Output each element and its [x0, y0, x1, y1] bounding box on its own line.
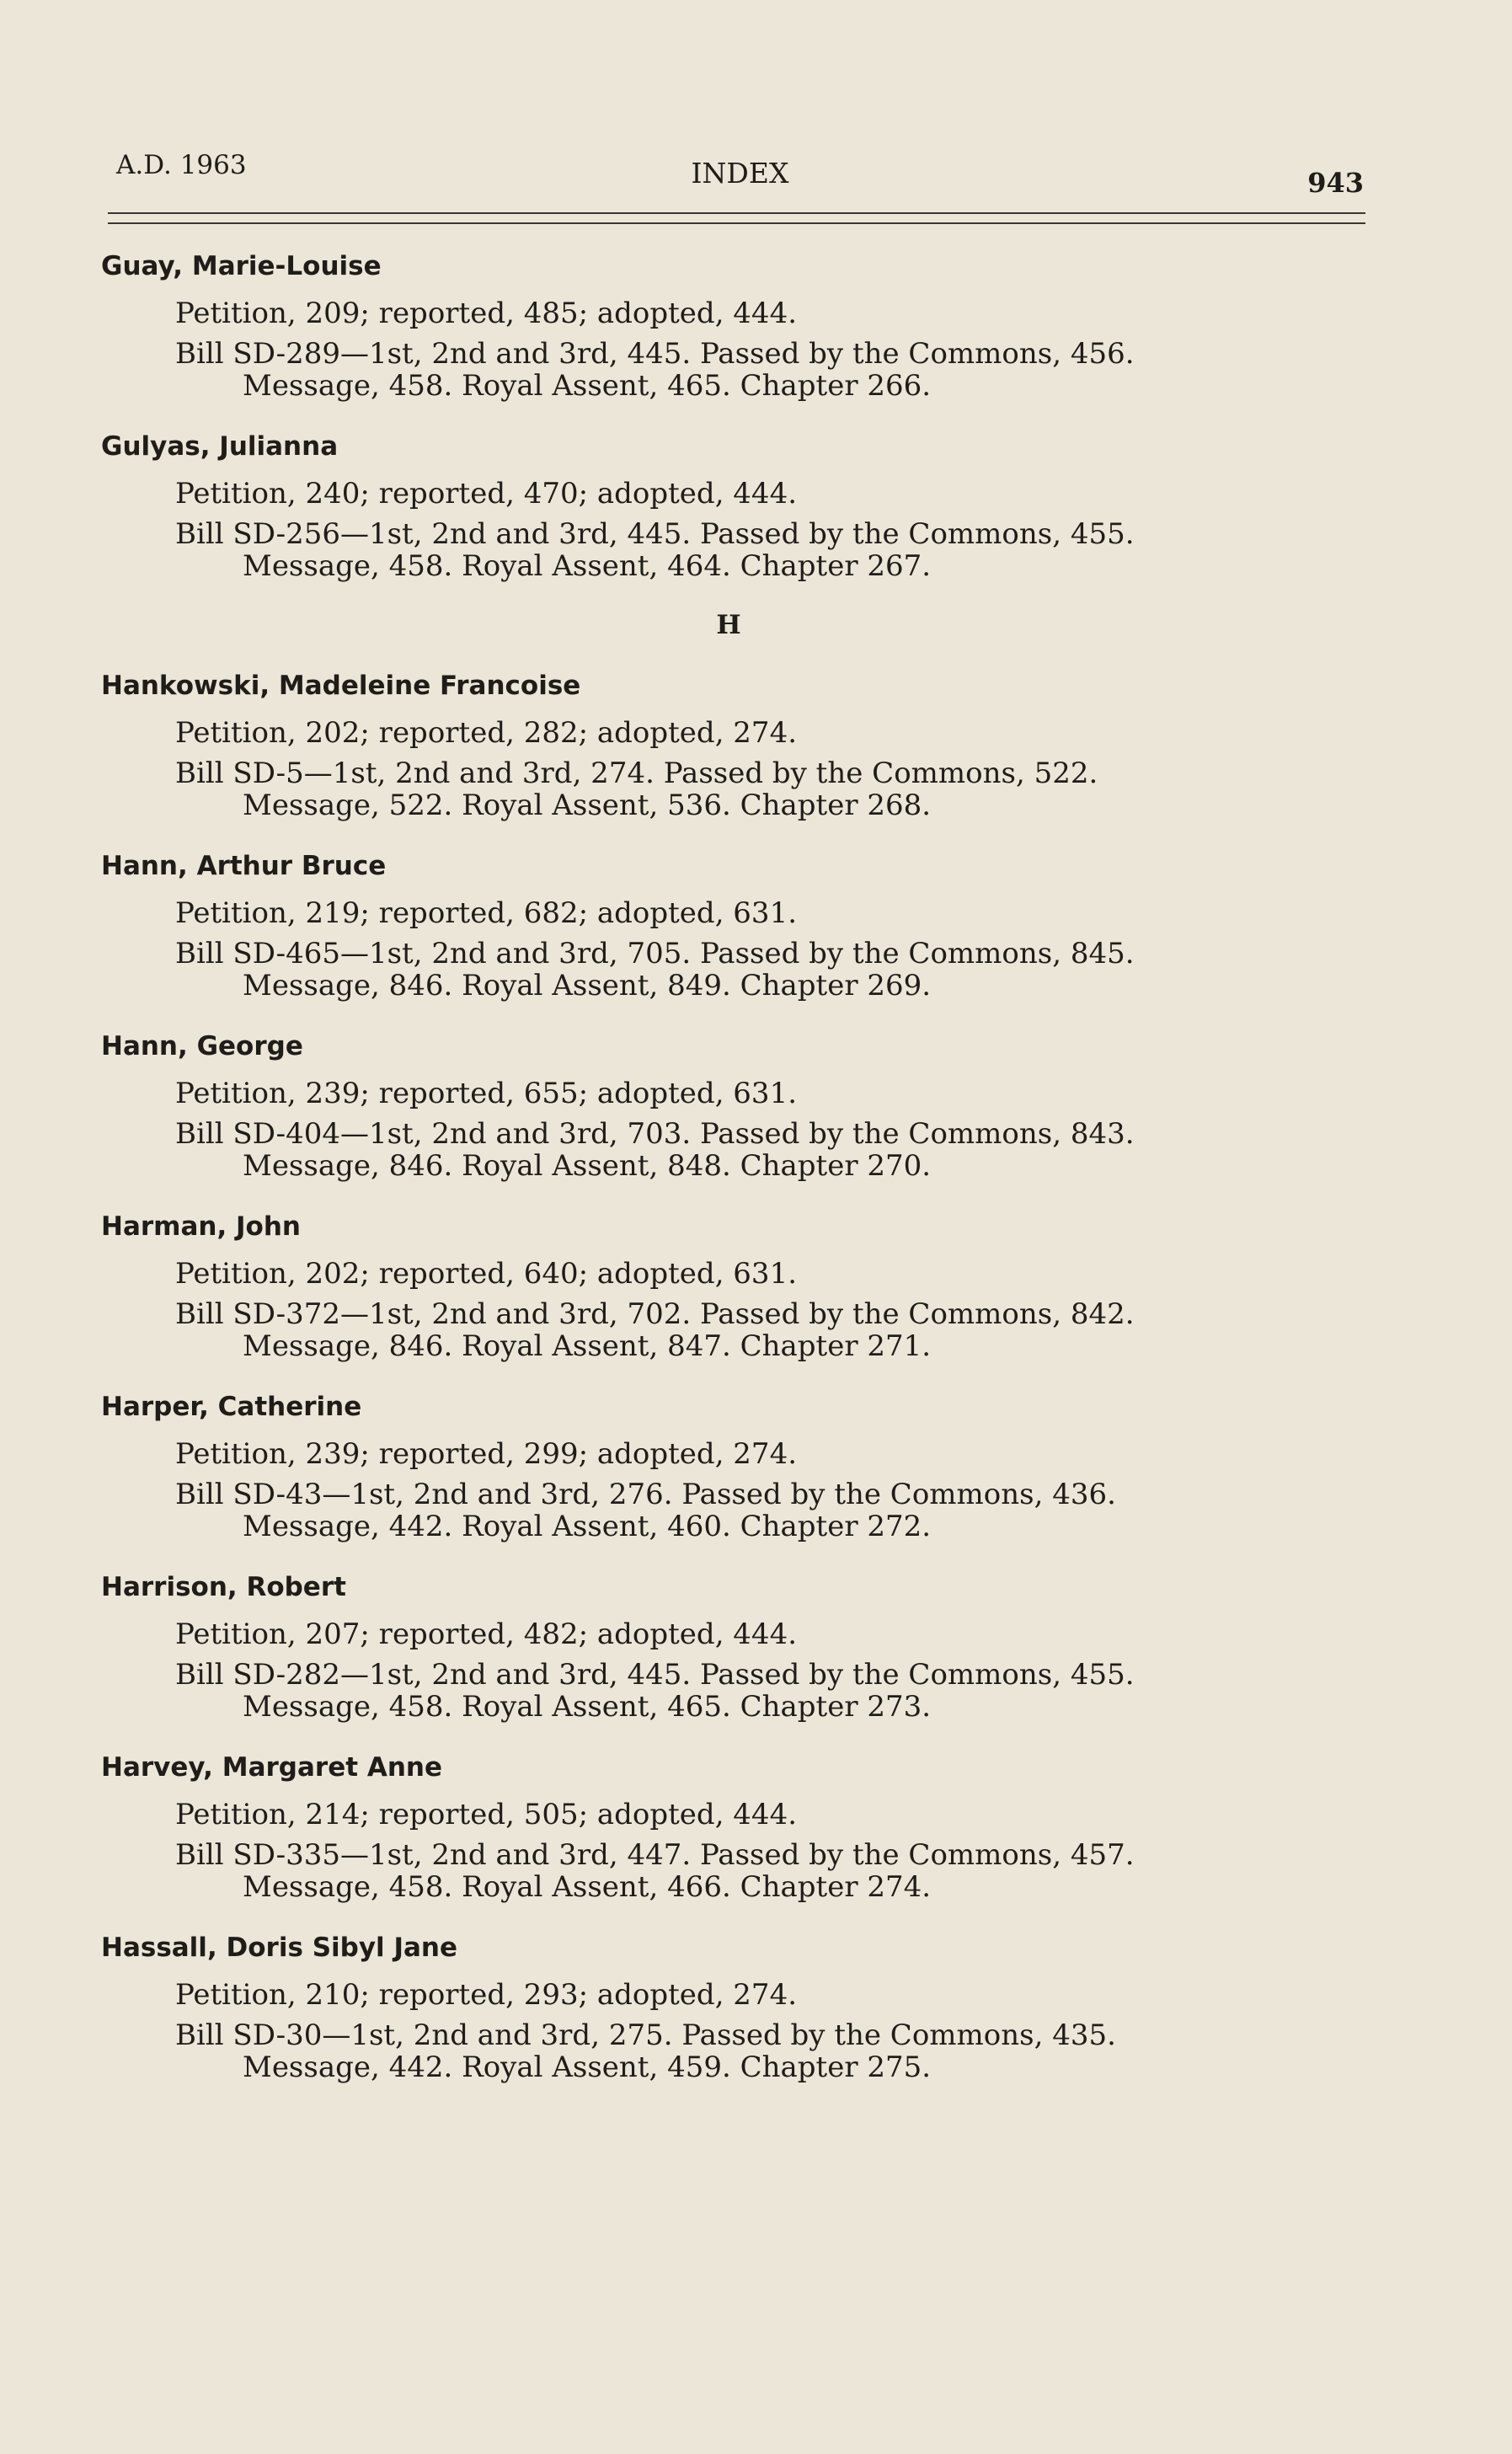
entry-name: Gulyas, Julianna: [101, 431, 339, 462]
entry-message: Message, 442. Royal Assent, 459. Chapter 275.: [243, 2050, 932, 2084]
entry-message: Message, 846. Royal Assent, 847. Chapter 271.: [243, 1329, 932, 1363]
entry-name: Hann, Arthur Bruce: [101, 851, 387, 881]
entry-petition: Petition, 214; reported, 505; adopted, 444.: [175, 1798, 798, 1831]
header-title: INDEX: [691, 157, 789, 190]
entry-message: Message, 442. Royal Assent, 460. Chapter 272.: [243, 1510, 932, 1543]
entry-bill: Bill SD-372—1st, 2nd and 3rd, 702. Passed by the Commons, 842.: [175, 1297, 1135, 1331]
entry-petition: Petition, 210; reported, 293; adopted, 274.: [175, 1978, 798, 2012]
index-entry: [101, 849, 1322, 1004]
entry-name: Harrison, Robert: [101, 1572, 346, 1602]
section-letter: H: [716, 610, 741, 640]
entry-name: Hann, George: [101, 1031, 303, 1061]
entry-petition: Petition, 209; reported, 485; adopted, 444.: [175, 297, 798, 330]
entry-bill: Bill SD-43—1st, 2nd and 3rd, 276. Passed by the Commons, 436.: [175, 1478, 1116, 1511]
entry-petition: Petition, 202; reported, 640; adopted, 631.: [175, 1257, 798, 1291]
header-rule-top: [108, 212, 1365, 214]
entry-petition: Petition, 202; reported, 282; adopted, 274.: [175, 716, 798, 750]
entry-name: Hankowski, Madeleine Francoise: [101, 671, 581, 701]
entry-message: Message, 846. Royal Assent, 848. Chapter 270.: [243, 1149, 932, 1183]
index-entry: [101, 1029, 1322, 1184]
entry-bill: Bill SD-282—1st, 2nd and 3rd, 445. Passed by the Commons, 455.: [175, 1658, 1135, 1692]
entry-name: Harman, John: [101, 1211, 301, 1242]
index-entry: [101, 249, 1322, 404]
index-entry: [101, 430, 1322, 585]
index-entry: [101, 1210, 1322, 1365]
index-entry: [101, 1931, 1322, 2086]
entry-petition: Petition, 240; reported, 470; adopted, 444.: [175, 477, 798, 511]
page-number: 943: [1307, 167, 1364, 199]
entry-message: Message, 846. Royal Assent, 849. Chapter 269.: [243, 969, 932, 1002]
index-entry: [101, 1390, 1322, 1545]
entry-bill: Bill SD-335—1st, 2nd and 3rd, 447. Passed by the Commons, 457.: [175, 1838, 1135, 1872]
index-entry: [101, 1751, 1322, 1906]
page-header: [116, 148, 1364, 199]
index-entries: [101, 249, 1322, 2111]
entry-name: Harvey, Margaret Anne: [101, 1752, 442, 1783]
entry-bill: Bill SD-30—1st, 2nd and 3rd, 275. Passed by the Commons, 435.: [175, 2018, 1116, 2052]
index-entry: [101, 669, 1322, 824]
entry-name: Hassall, Doris Sibyl Jane: [101, 1933, 458, 1963]
entry-bill: Bill SD-465—1st, 2nd and 3rd, 705. Passed by the Commons, 845.: [175, 937, 1135, 970]
header-year: A.D. 1963: [116, 150, 247, 180]
entry-petition: Petition, 207; reported, 482; adopted, 444.: [175, 1617, 798, 1651]
entry-bill: Bill SD-289—1st, 2nd and 3rd, 445. Passed by the Commons, 456.: [175, 337, 1135, 371]
index-entry: [101, 1570, 1322, 1725]
entry-message: Message, 522. Royal Assent, 536. Chapter 268.: [243, 789, 932, 822]
entry-petition: Petition, 219; reported, 682; adopted, 631.: [175, 896, 798, 930]
entry-petition: Petition, 239; reported, 299; adopted, 274.: [175, 1437, 798, 1471]
entry-bill: Bill SD-404—1st, 2nd and 3rd, 703. Passed by the Commons, 843.: [175, 1117, 1135, 1151]
entry-bill: Bill SD-5—1st, 2nd and 3rd, 274. Passed by the Commons, 522.: [175, 757, 1098, 790]
entry-name: Harper, Catherine: [101, 1392, 362, 1422]
entry-petition: Petition, 239; reported, 655; adopted, 631.: [175, 1077, 798, 1110]
entry-message: Message, 458. Royal Assent, 465. Chapter 266.: [243, 369, 932, 403]
entry-name: Guay, Marie-Louise: [101, 251, 382, 281]
header-rule-bottom: [108, 222, 1365, 224]
entry-message: Message, 458. Royal Assent, 465. Chapter 273.: [243, 1690, 932, 1724]
entry-bill: Bill SD-256—1st, 2nd and 3rd, 445. Passed by the Commons, 455.: [175, 517, 1135, 551]
entry-message: Message, 458. Royal Assent, 466. Chapter 274.: [243, 1870, 932, 1904]
entry-message: Message, 458. Royal Assent, 464. Chapter 267.: [243, 549, 932, 583]
